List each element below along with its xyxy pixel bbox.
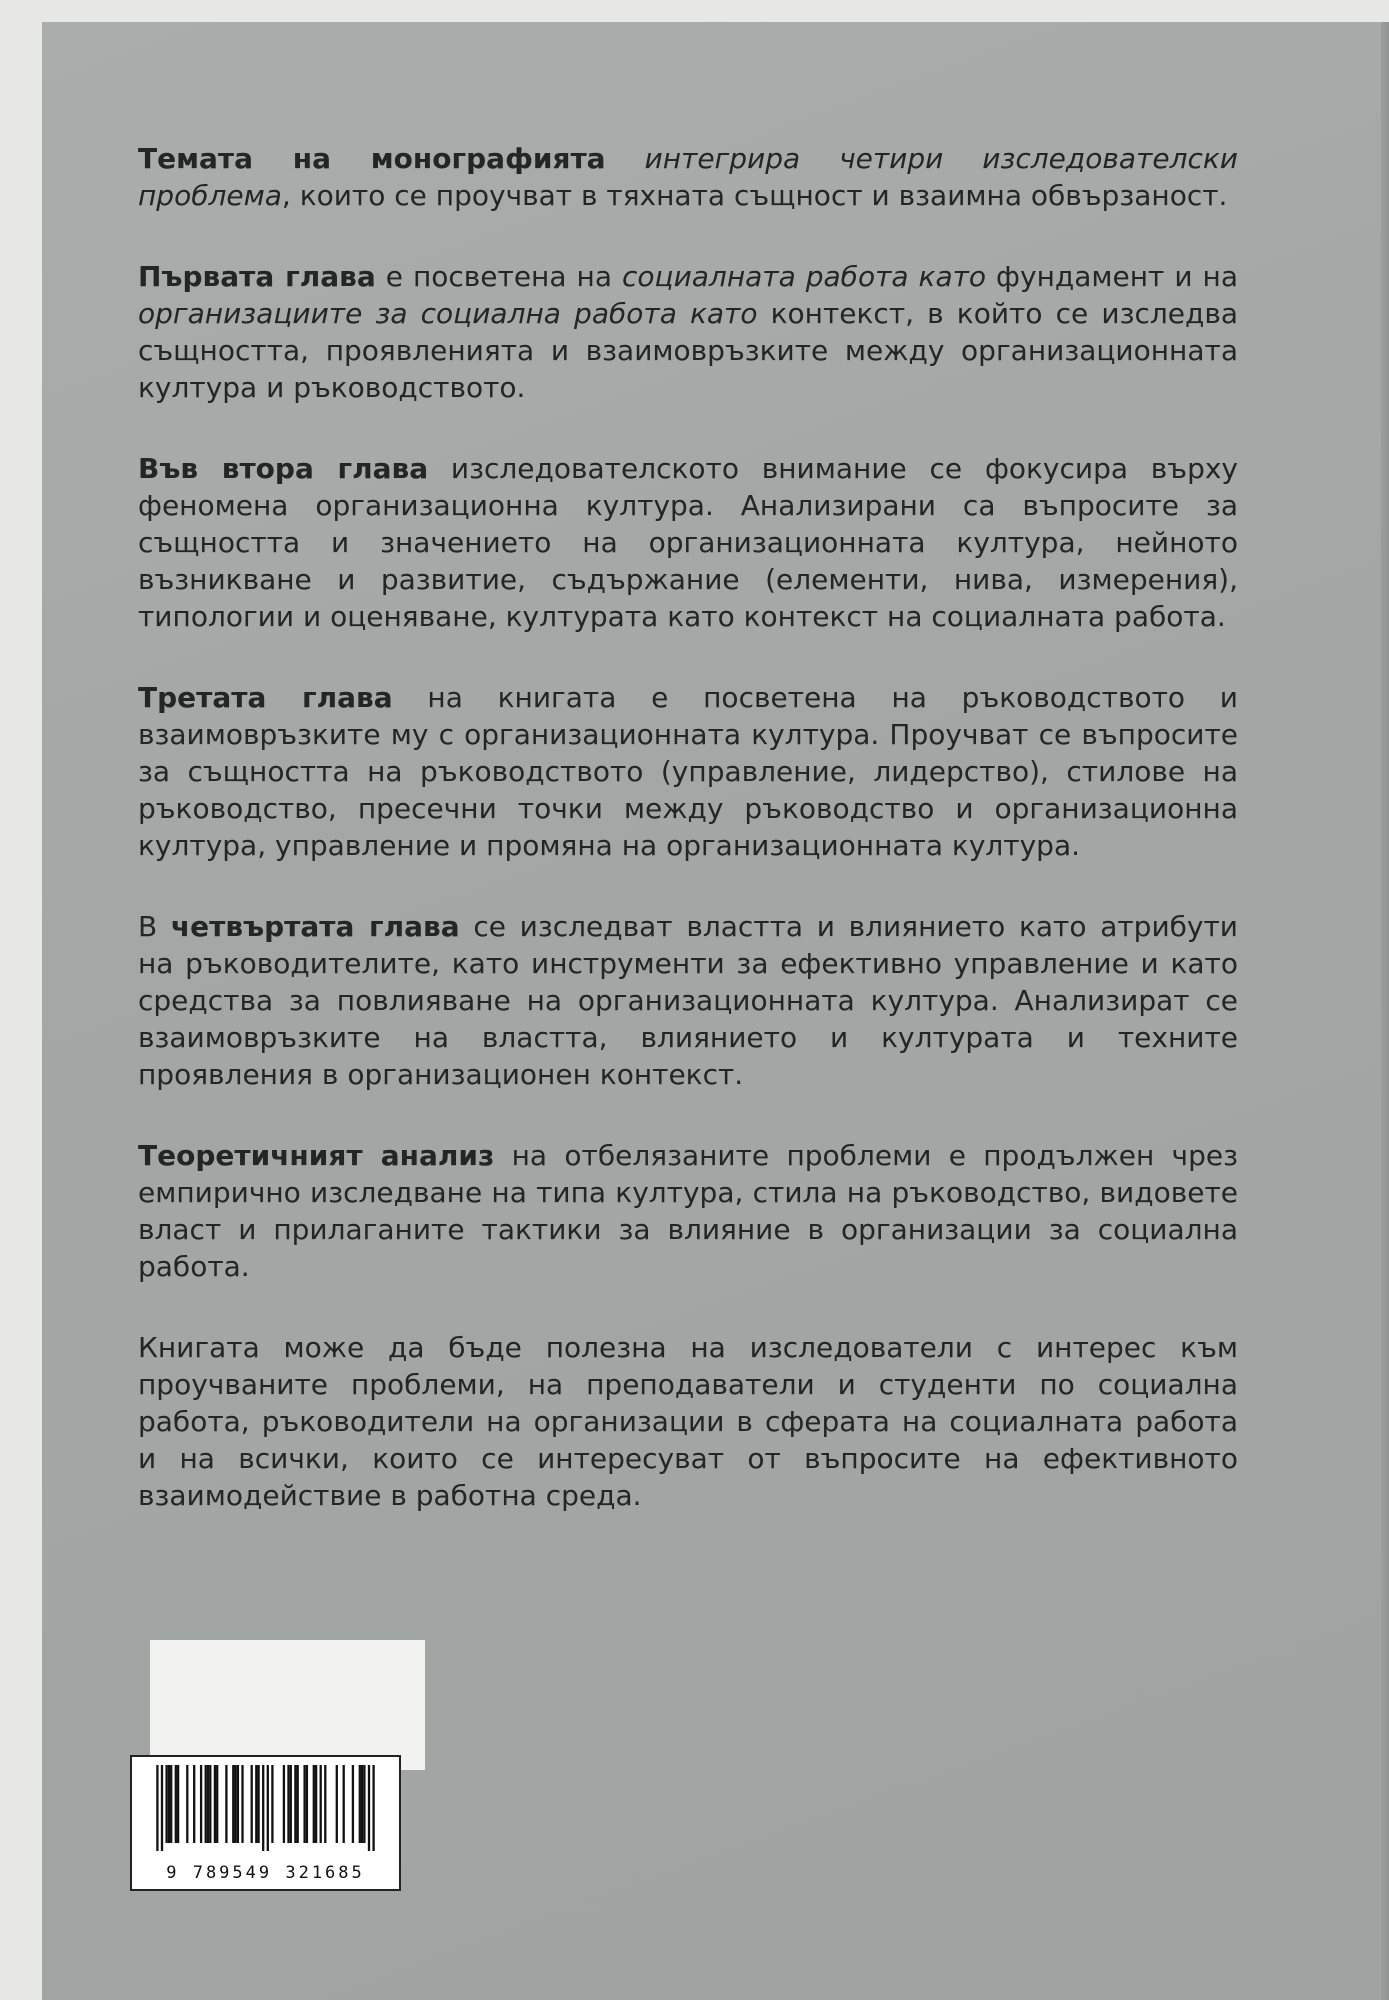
- isbn-number: 9 789549 321685: [166, 1863, 365, 1883]
- barcode-bar: [257, 1765, 259, 1843]
- barcode-bar: [283, 1765, 285, 1843]
- text-run: фундамент и на: [986, 260, 1239, 293]
- barcode-bar: [225, 1765, 227, 1843]
- barcode-bar: [214, 1765, 216, 1843]
- text-run: на отбелязаните проблеми е продължен чрез емпирично изследване на типа култура, стила на ръководство, видовете власт и прилаганите тактики за влияние в организации за социална работа.: [138, 1139, 1238, 1283]
- barcode-bar: [251, 1765, 253, 1843]
- barcode-bar: [186, 1765, 188, 1843]
- barcode-bar: [232, 1765, 234, 1843]
- barcode-bar: [271, 1765, 273, 1843]
- barcode-bar: [343, 1765, 345, 1843]
- bold-phrase: Темата на монографията: [138, 142, 606, 175]
- italic-phrase: социалната работа като: [621, 260, 987, 293]
- barcode-bar: [368, 1765, 370, 1851]
- barcode-bar: [315, 1765, 317, 1843]
- barcode-bar: [294, 1765, 296, 1843]
- text-run: [606, 142, 645, 175]
- barcode-bar: [170, 1765, 172, 1843]
- blurb-paragraph: [138, 258, 1238, 406]
- blurb-paragraph: [138, 1137, 1238, 1285]
- text-run: контекст, в който се изследва същността, проявленията и взаимовръзките между организационната култура и ръководството.: [138, 297, 1238, 404]
- barcode-bars: [142, 1765, 389, 1851]
- barcode-bar: [234, 1765, 236, 1843]
- barcode-bar: [200, 1765, 202, 1843]
- italic-phrase: интегрира четири изследователски проблема: [138, 142, 1238, 212]
- bold-phrase: Теоретичният анализ: [138, 1139, 495, 1172]
- text-run: на книгата е посветена на ръководството и взаимовръзките му с организационната култура. Проучват се въпросите за същността на ръководството (управление, лидерство), стилове на ръководство, пресечни точки между ръководство и организационна култура, управление и промяна на организационната култура.: [138, 681, 1238, 862]
- blurb-paragraph: [138, 679, 1238, 864]
- barcode-bar: [336, 1765, 338, 1843]
- barcode-bar: [205, 1765, 207, 1843]
- barcode-bar: [363, 1765, 365, 1843]
- barcode-bar: [165, 1765, 167, 1843]
- blurb-paragraph: [138, 1329, 1238, 1514]
- barcode-bar: [156, 1765, 158, 1851]
- blurb-paragraph: [138, 908, 1238, 1093]
- barcode-bar: [352, 1765, 354, 1843]
- text-run: Книгата може да бъде полезна на изследователи с интерес към проучваните проблеми, на преподаватели и студенти по социална работа, ръководители на организации в сферата на социалната работа и на всички, които се интересуват от въпросите на ефективното взаимодействие в работна среда.: [138, 1331, 1238, 1512]
- barcode-bar: [168, 1765, 170, 1843]
- barcode-bar: [255, 1765, 257, 1843]
- blurb-paragraph: [138, 140, 1238, 214]
- cover-edge: [1381, 22, 1389, 2000]
- barcode-bar: [175, 1765, 177, 1843]
- barcode-bar: [297, 1765, 299, 1843]
- barcode-bar: [290, 1765, 292, 1843]
- text-run: е посветена на: [375, 260, 622, 293]
- bold-phrase: Във втора глава: [138, 452, 429, 485]
- bold-phrase: Третата глава: [138, 681, 393, 714]
- barcode-bar: [306, 1765, 308, 1843]
- barcode-bar: [207, 1765, 209, 1843]
- barcode-bar: [361, 1765, 363, 1843]
- isbn-barcode: [130, 1755, 401, 1891]
- text-run: се изследват властта и влиянието като атрибути на ръководителите, като инструменти за ефективно управление и като средства за повлияване на организационната култура. Анализират се взаимовръзките на властта, влиянието и културата и техните проявления в организационен контекст.: [138, 910, 1238, 1091]
- price-sticker: [150, 1640, 425, 1770]
- barcode-bar: [237, 1765, 239, 1843]
- barcode-bar: [324, 1765, 326, 1843]
- text-run: изследователското внимание се фокусира върху феномена организационна култура. Анализирани са въпросите за същността и значението на организационната култура, нейното възникване и развитие, съдържание (елементи, нива, измерения), типологии и оценяване, културата като контекст на социалната работа.: [138, 452, 1238, 633]
- barcode-bar: [313, 1765, 315, 1843]
- barcode-bar: [267, 1765, 269, 1851]
- barcode-bar: [372, 1765, 374, 1851]
- text-run: , които се проучват в тяхната същност и взаимна обвързаност.: [281, 179, 1228, 212]
- barcode-bar: [209, 1765, 211, 1843]
- barcode-bar: [320, 1765, 322, 1843]
- italic-phrase: организациите за социална работа като: [138, 297, 758, 330]
- bold-phrase: Първата глава: [138, 260, 376, 293]
- barcode-bar: [161, 1765, 163, 1851]
- barcode-bar: [241, 1765, 243, 1843]
- barcode-bar: [359, 1765, 361, 1843]
- barcode-bar: [303, 1765, 305, 1843]
- barcode-bar: [262, 1765, 264, 1851]
- barcode-bar: [193, 1765, 195, 1843]
- barcode-bar: [216, 1765, 218, 1843]
- text-run: В: [138, 910, 171, 943]
- blurb-paragraph: [138, 450, 1238, 635]
- barcode-bar: [177, 1765, 179, 1843]
- barcode-bar: [287, 1765, 289, 1843]
- back-cover-blurb: [138, 140, 1238, 1558]
- bold-phrase: четвъртата глава: [170, 910, 460, 943]
